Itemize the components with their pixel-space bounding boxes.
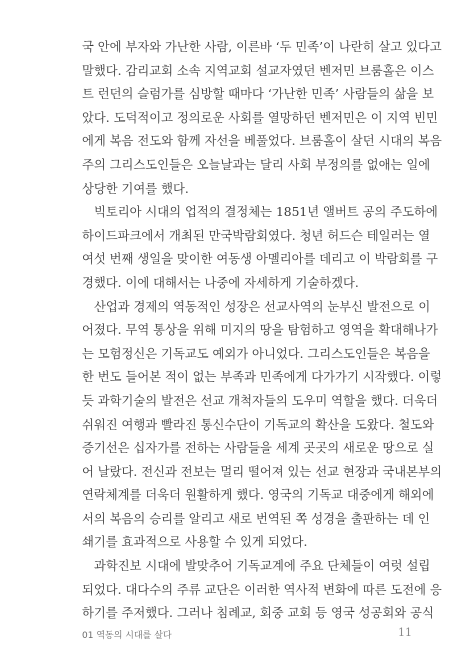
text-line: 산업과 경제의 역동적인 성장은 선교사역의 눈부신 발전으로 이 xyxy=(94,299,431,314)
paragraph-3 xyxy=(82,296,442,556)
text-line: 되었다. 대다수의 주류 교단은 이러한 역사적 변화에 따른 도전에 응 xyxy=(82,582,442,597)
page-footer xyxy=(82,628,412,644)
text-line: 쇄기를 효과적으로 사용할 수 있게 되었다. xyxy=(82,535,308,550)
text-line: 듯 과학기술의 발전은 선교 개척자들의 도우미 역할을 했다. 더욱더 xyxy=(82,393,438,408)
running-footer-chapter: 01 역동의 시대를 살다 xyxy=(82,631,172,641)
text-line: 하이드파크에서 개최된 만국박람회였다. 청년 허드슨 테일러는 열 xyxy=(82,228,431,243)
paragraph-1 xyxy=(82,36,442,201)
body-text xyxy=(82,36,442,626)
text-line: 어 날랐다. 전신과 전보는 멀리 떨어져 있는 선교 현장과 국내본부의 xyxy=(82,464,442,479)
text-line: 여섯 번째 생일을 맞이한 여동생 아멜리아를 데리고 이 박람회를 구 xyxy=(82,252,438,267)
text-line: 말했다. 감리교회 소속 지역교회 설교자였던 벤저민 브룸홀은 이스 xyxy=(82,63,434,78)
text-line: 연락체계를 더욱더 원활하게 했다. 영국의 기독교 대중에게 해외에 xyxy=(82,488,434,503)
text-line: 어졌다. 무역 통상을 위해 미지의 땅을 탐험하고 영역을 확대해나가 xyxy=(82,323,438,338)
text-line: 경했다. 이에 대해서는 나중에 자세하게 기술하겠다. xyxy=(82,275,359,290)
text-line: 는 모험정신은 기독교도 예외가 아니었다. 그리스도인들은 복음을 xyxy=(82,346,431,361)
text-line: 과학진보 시대에 발맞추어 기독교계에 주요 단체들이 여럿 설립 xyxy=(94,559,431,574)
text-line: 한 번도 들어본 적이 없는 부족과 민족에게 다가가기 시작했다. 이렇 xyxy=(82,370,442,385)
text-line: 빅토리아 시대의 업적의 결정체는 1851년 앨버트 공의 주도하에 xyxy=(94,205,438,220)
text-line: 았다. 도덕적이고 정의로운 사회를 열망하던 벤저민은 이 지역 빈민 xyxy=(82,110,438,125)
text-line: 트 런던의 슬럼가를 심방할 때마다 ‘가난한 민족’ 사람들의 삶을 보 xyxy=(82,87,434,102)
text-line: 쉬워진 여행과 빨라진 통신수단이 기독교의 확산을 도왔다. 철도와 xyxy=(82,417,434,432)
text-line: 에게 복음 전도와 함께 자선을 베풀었다. 브룸홀이 살던 시대의 복음 xyxy=(82,134,442,149)
text-line: 증기선은 십자가를 전하는 사람들을 세계 곳곳의 새로운 땅으로 실 xyxy=(82,441,434,456)
text-line: 상당한 기여를 했다. xyxy=(82,181,189,196)
text-line: 주의 그리스도인들은 오늘날과는 달리 사회 부정의를 없애는 일에 xyxy=(82,157,431,172)
text-line: 국 안에 부자와 가난한 사람, 이른바 ‘두 민족’이 나란히 살고 있다고 xyxy=(82,40,442,54)
text-line: 서의 복음의 승리를 알리고 새로 번역된 쪽 성경을 출판하는 데 인 xyxy=(82,511,430,526)
page-number: 11 xyxy=(398,626,412,639)
paragraph-2 xyxy=(82,201,438,295)
text-line: 하기를 주저했다. 그러나 침례교, 회중 교회 등 영국 성공회와 공식 xyxy=(82,606,434,621)
paragraph-4 xyxy=(82,555,442,626)
